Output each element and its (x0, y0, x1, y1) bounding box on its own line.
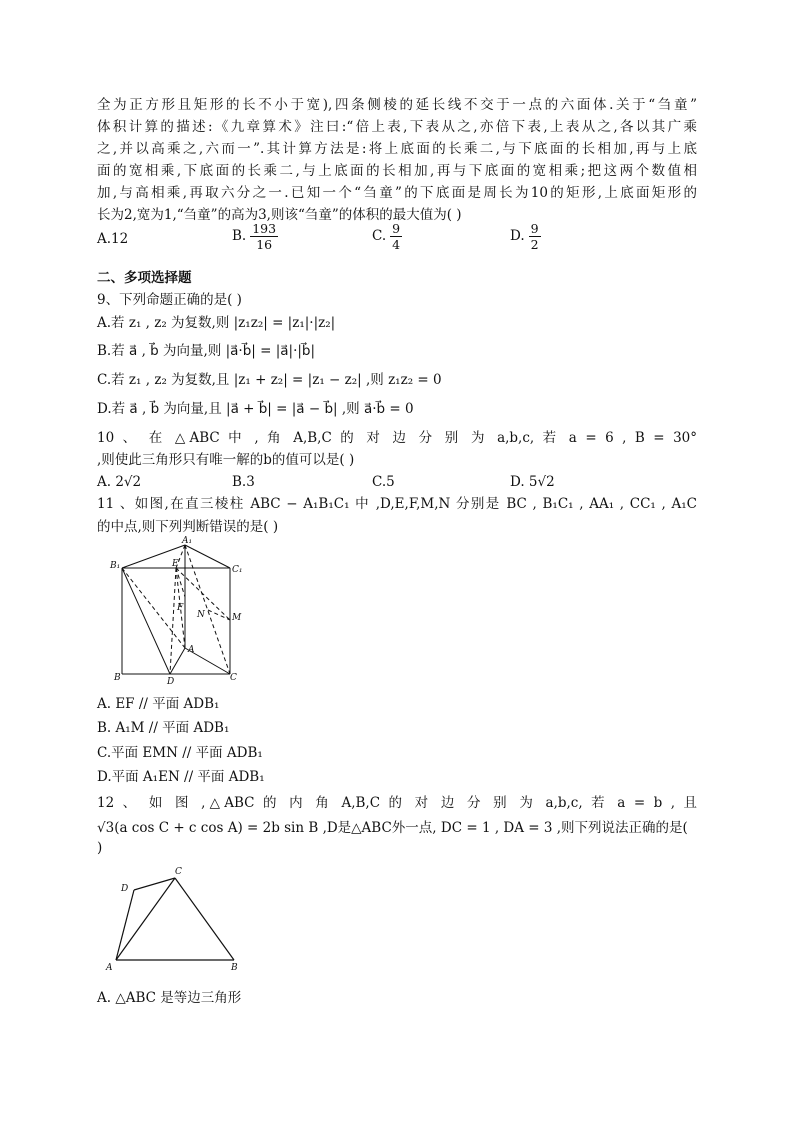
q8-option-a: A.12 (97, 231, 129, 247)
q12-option-a: A. △ABC 是等边三角形 (97, 990, 242, 1006)
figure-label: B₁ (110, 561, 121, 571)
q9-option-b: B.若 a⃗ , b⃗ 为向量,则 |a⃗·b⃗| = |a⃗|·|b⃗| (97, 343, 316, 359)
figure-label: E (172, 559, 179, 569)
figure-label: C₁ (232, 565, 243, 575)
figure-label: A₁ (182, 536, 193, 546)
figure-label: A (106, 963, 113, 973)
q8-line-3: 之,并以高乘之,六而一”.其计算方法是:将上底面的长乘二,与下底面的长相加,再与上底 (97, 141, 697, 157)
q11-line-1: 11 、如图,在直三棱柱 ABC − A₁B₁C₁ 中 ,D,E,F,M,N 分别是 BC , B₁C₁ , AA₁ , CC₁ , A₁C (97, 496, 697, 512)
q8-line-5: 加,与高相乘,再取六分之一.已知一个“刍童”的下底面是周长为10的矩形,上底面矩形的 (97, 185, 697, 201)
q8-option-d-prefix: D. (510, 228, 525, 244)
figure-label: A (188, 645, 195, 655)
q8-option-c-fraction (390, 221, 402, 252)
q8-option-b-prefix: B. (232, 228, 247, 244)
section-heading: 二、多项选择题 (97, 270, 192, 286)
q10-line-1: 10 、 在 △ABC 中 , 角 A,B,C 的 对 边 分 别 为 a,b,c, 若 a = 6 , B = 30° (97, 430, 697, 446)
q10-option-a: A. 2√2 (97, 474, 142, 490)
q8-line-6: 长为2,宽为1,“刍童”的高为3,则该“刍童”的体积的最大值为( ) (97, 207, 462, 223)
fraction-denominator: 2 (530, 237, 539, 252)
q11-option-d: D.平面 A₁EN // 平面 ADB₁ (97, 769, 265, 785)
q12-line-2: √3(a cos C + c cos A) = 2b sin B ,D是△ABC外一点, DC = 1 , DA = 3 ,则下列说法正确的是( (97, 820, 688, 836)
prism-figure (105, 534, 255, 686)
figure-label: D (121, 884, 129, 894)
q12-line-3: ) (97, 840, 103, 856)
q8-line-4: 面的宽相乘,下底面的长乘二,与上底面的长相加,再与下底面的宽相乘;把这两个数值相 (97, 163, 697, 179)
figure-label: F (177, 603, 184, 613)
fraction-numerator: 9 (530, 221, 539, 236)
figure-label: D (167, 677, 175, 686)
q8-line-1: 全为正方形且矩形的长不小于宽),四条侧棱的延长线不交于一点的六面体.关于“刍童” (97, 97, 697, 113)
q11-option-a: A. EF // 平面 ADB₁ (97, 696, 220, 712)
figure-label: M (232, 613, 242, 623)
quadrilateral-figure (100, 860, 250, 976)
q8-option-d-fraction (529, 221, 541, 252)
fraction-numerator: 9 (392, 221, 401, 236)
q9-option-a: A.若 z₁ , z₂ 为复数,则 |z₁z₂| = |z₁|·|z₂| (97, 315, 336, 331)
fraction-denominator: 4 (392, 237, 401, 252)
q9-option-c: C.若 z₁ , z₂ 为复数,且 |z₁ + z₂| = |z₁ − z₂| ,则 z₁z₂ = 0 (97, 372, 442, 388)
q8-option-c-prefix: C. (372, 228, 387, 244)
q12-line-1: 12 、 如 图 ,△ABC 的 内 角 A,B,C 的 对 边 分 别 为 a,b,c, 若 a = b , 且 (97, 795, 697, 811)
q10-option-c: C.5 (372, 474, 395, 490)
q8-option-b (232, 221, 278, 252)
q8-option-c (372, 221, 402, 252)
q10-option-b: B.3 (232, 474, 255, 490)
q9-stem: 9、下列命题正确的是( ) (97, 292, 242, 308)
fraction-denominator: 16 (256, 237, 273, 252)
figure-label: N (197, 610, 205, 620)
q10-line-2: ,则使此三角形只有唯一解的b的值可以是( ) (97, 452, 355, 468)
q8-option-b-fraction (250, 221, 278, 252)
q8-option-d (510, 221, 541, 252)
q11-option-b: B. A₁M // 平面 ADB₁ (97, 720, 230, 736)
figure-label: C (230, 673, 237, 683)
q9-option-d: D.若 a⃗ , b⃗ 为向量,且 |a⃗ + b⃗| = |a⃗ − b⃗| ,则 a⃗·b⃗ = 0 (97, 401, 414, 417)
figure-label: B (114, 673, 121, 683)
q10-option-d: D. 5√2 (510, 474, 555, 490)
q8-line-2: 体积计算的描述:《九章算术》注曰:“倍上表,下表从之,亦倍下表,上表从之,各以其广乘 (97, 119, 697, 135)
q11-option-c: C.平面 EMN // 平面 ADB₁ (97, 745, 263, 761)
figure-label: B (231, 963, 238, 973)
q11-line-2: 的中点,则下列判断错误的是( ) (97, 519, 279, 535)
fraction-numerator: 193 (252, 221, 277, 236)
figure-label: C (175, 867, 182, 877)
